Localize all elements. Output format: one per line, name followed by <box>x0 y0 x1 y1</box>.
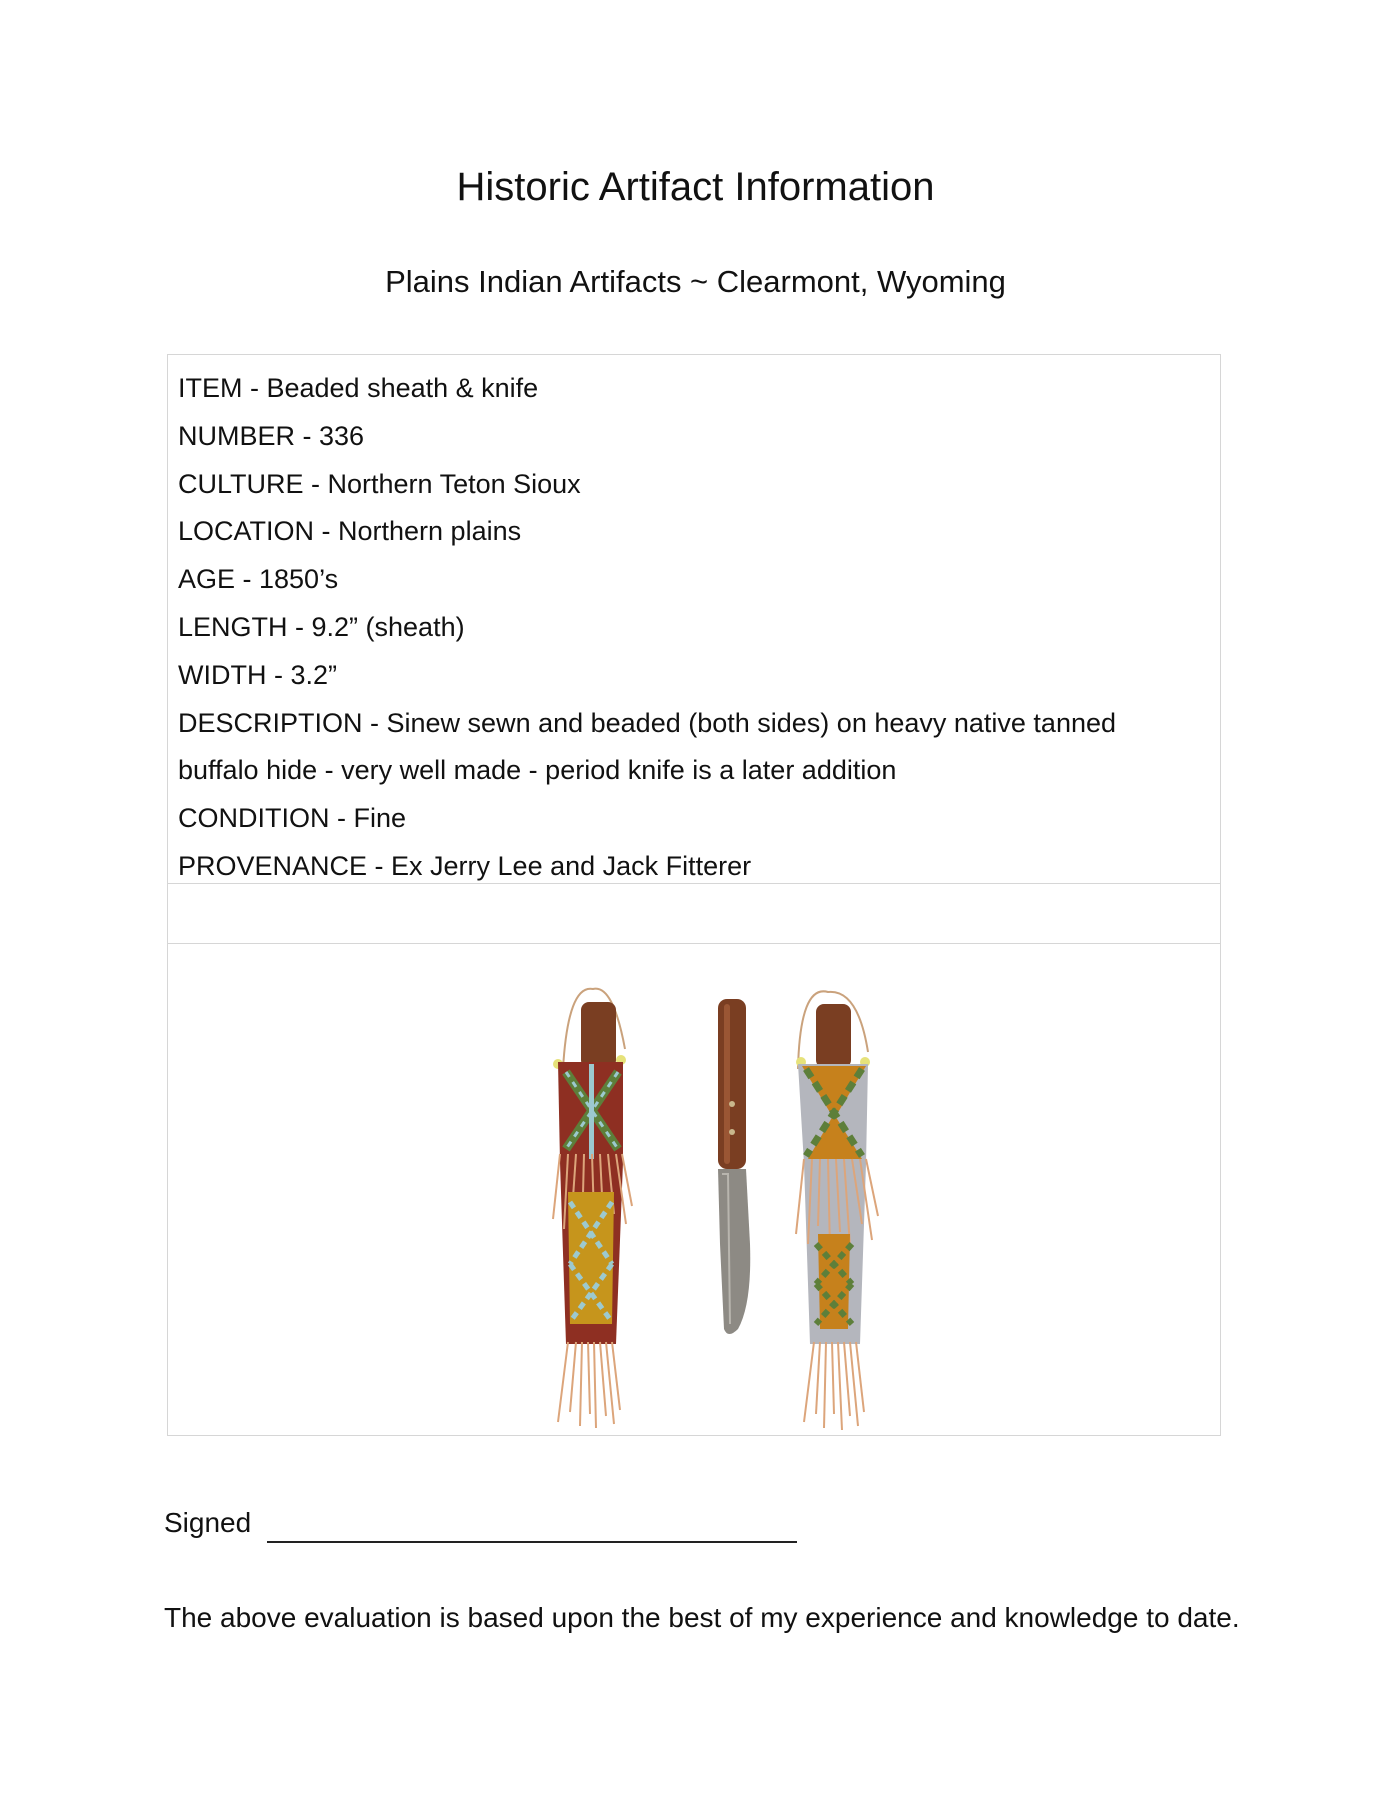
age-field: AGE - 1850’s <box>178 564 339 595</box>
artifact-info-table <box>167 354 1221 1436</box>
sheath-front-image <box>553 989 632 1428</box>
provenance-field: PROVENANCE - Ex Jerry Lee and Jack Fitterer <box>178 850 752 881</box>
signature-row <box>164 1503 797 1543</box>
item-field: ITEM - Beaded sheath & knife <box>178 373 539 403</box>
signature-line[interactable] <box>267 1511 797 1543</box>
description-field-line2: buffalo hide - very well made - period knife is a later addition <box>178 755 897 786</box>
table-divider <box>168 883 1220 884</box>
location-field: LOCATION - Northern plains <box>178 516 522 547</box>
document-subtitle: Plains Indian Artifacts ~ Clearmont, Wyoming <box>385 264 1006 299</box>
number-field: NUMBER - 336 <box>178 420 365 451</box>
artifact-fields <box>178 365 1208 891</box>
culture-field: CULTURE - Northern Teton Sioux <box>178 468 581 499</box>
knife-image <box>718 999 750 1334</box>
condition-field: CONDITION - Fine <box>178 803 407 834</box>
width-field: WIDTH - 3.2” <box>178 659 337 690</box>
sheath-back-image <box>796 991 878 1430</box>
sheath-and-knife-illustration <box>168 944 1220 1436</box>
description-field-line1: DESCRIPTION - Sinew sewn and beaded (both sides) on heavy native tanned <box>178 707 1117 738</box>
artifact-photo <box>168 944 1220 1436</box>
length-field: LENGTH - 9.2” (sheath) <box>178 611 465 642</box>
document-title: Historic Artifact Information <box>456 165 935 209</box>
evaluation-disclaimer: The above evaluation is based upon the best of my experience and knowledge to date. <box>164 1602 1240 1633</box>
signed-label: Signed <box>164 1507 252 1538</box>
